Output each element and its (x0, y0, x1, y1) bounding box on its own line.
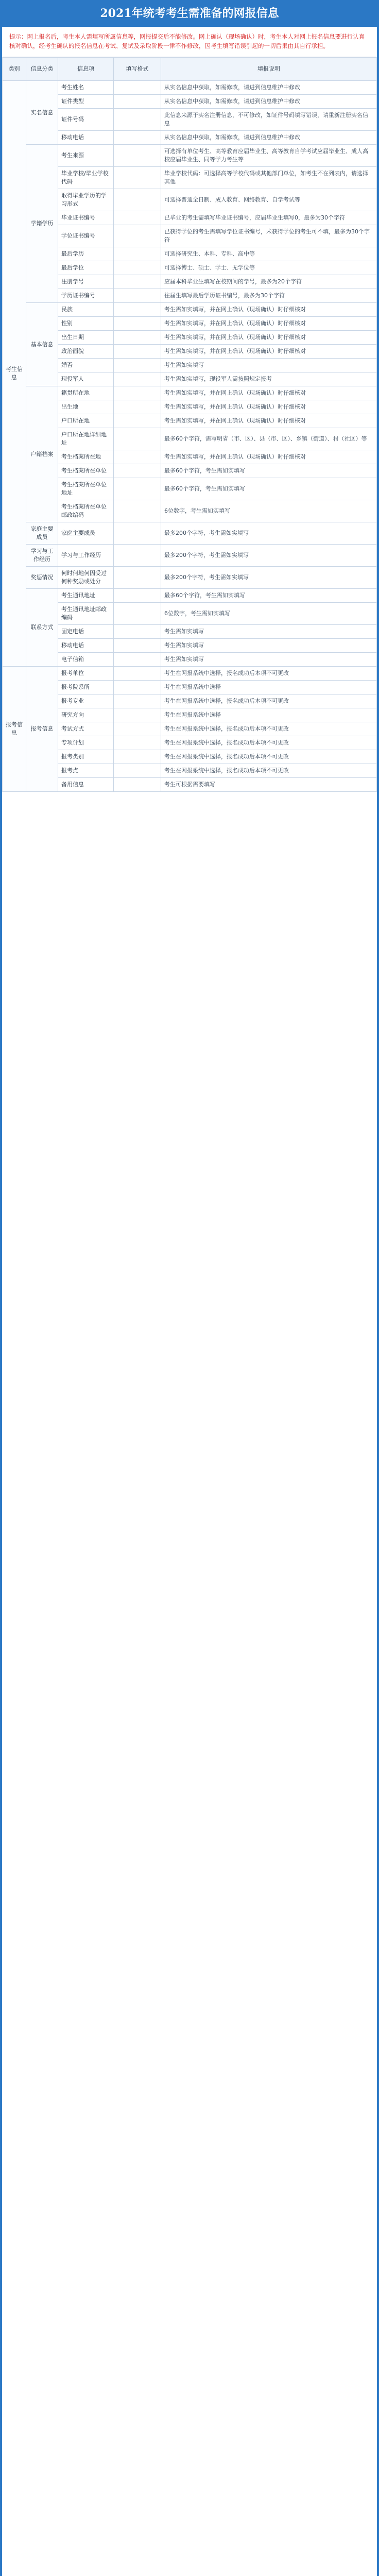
description-cell: 从实名信息中获取，如需修改，请进到信息维护中修改 (161, 81, 377, 95)
subcategory-cell: 学籍学历 (26, 145, 58, 303)
table-row (3, 500, 377, 522)
field-cell: 报考点 (58, 764, 114, 778)
field-cell: 性别 (58, 317, 114, 331)
table-row (3, 303, 377, 317)
description-cell: 考生需如实填写，并在网上确认（现场确认）时仔细核对 (161, 345, 377, 359)
description-cell: 考生需如实填写，并在网上确认（现场确认）时仔细核对 (161, 386, 377, 400)
subcategory-cell: 家庭主要成员 (26, 522, 58, 545)
table-row (3, 145, 377, 167)
field-cell: 籍贯所在地 (58, 386, 114, 400)
table-row (3, 681, 377, 694)
description-cell: 已获得学位的考生需填写学位证书编号，未获得学位的考生可不填，最多为30个字符 (161, 225, 377, 247)
description-cell: 考生在网报系统中选择，报名成功后本项不可更改 (161, 750, 377, 764)
field-cell: 考生姓名 (58, 81, 114, 95)
field-cell: 报考类别 (58, 750, 114, 764)
table-row (3, 211, 377, 225)
description-cell: 往届生填写最后学历证书编号，最多为30个字符 (161, 289, 377, 303)
format-cell (114, 189, 161, 211)
field-cell: 政治面貌 (58, 345, 114, 359)
format-cell (114, 639, 161, 653)
table-row (3, 694, 377, 708)
format-cell (114, 225, 161, 247)
table-header-row (3, 58, 377, 81)
field-cell: 现役军人 (58, 372, 114, 386)
format-cell (114, 667, 161, 681)
description-cell: 考生在网报系统中选择，报名成功后本项不可更改 (161, 722, 377, 736)
description-cell: 从实名信息中获取，如需修改，请进到信息维护中修改 (161, 95, 377, 109)
table-row (3, 189, 377, 211)
format-cell (114, 331, 161, 345)
description-cell: 已毕业的考生需填写毕业证书编号，应届毕业生填写0，最多为30个字符 (161, 211, 377, 225)
table-row (3, 331, 377, 345)
description-cell: 最多200个字符，考生需如实填写 (161, 545, 377, 567)
table-row (3, 736, 377, 750)
field-cell: 备用信息 (58, 778, 114, 792)
format-cell (114, 478, 161, 500)
table-row (3, 653, 377, 667)
field-cell: 考试方式 (58, 722, 114, 736)
field-cell: 证件类型 (58, 95, 114, 109)
field-cell: 考生档案所在单位邮政编码 (58, 500, 114, 522)
format-cell (114, 359, 161, 372)
field-cell: 报考院系所 (58, 681, 114, 694)
subcategory-cell: 联系方式 (26, 589, 58, 667)
description-cell: 可选择有单位考生、高等教育应届毕业生、高等教育自学考试应届毕业生、成人高校应届毕业生、同等学力考生等 (161, 145, 377, 167)
description-cell: 考生在网报系统中选择 (161, 681, 377, 694)
table-row (3, 450, 377, 464)
table-body (3, 81, 377, 792)
table-row (3, 386, 377, 400)
format-cell (114, 694, 161, 708)
format-cell (114, 567, 161, 589)
format-cell (114, 589, 161, 603)
description-cell: 考生需如实填写，现役军人需按照规定报考 (161, 372, 377, 386)
header-subcategory: 信息分类 (26, 58, 58, 81)
table-row (3, 545, 377, 567)
field-cell: 考生通讯地址邮政编码 (58, 603, 114, 625)
table-row (3, 722, 377, 736)
format-cell (114, 317, 161, 331)
description-cell: 6位数字，考生需如实填写 (161, 500, 377, 522)
field-cell: 何时何地何因受过何种奖励或处分 (58, 567, 114, 589)
table-row (3, 317, 377, 331)
field-cell: 最后学历 (58, 247, 114, 261)
format-cell (114, 764, 161, 778)
field-cell: 毕业学校/毕业学校代码 (58, 167, 114, 189)
table-row (3, 109, 377, 131)
table-row (3, 750, 377, 764)
table-row (3, 778, 377, 792)
subcategory-cell: 奖惩情况 (26, 567, 58, 589)
field-cell: 考生档案所在单位地址 (58, 478, 114, 500)
table-row (3, 708, 377, 722)
description-cell: 考生需如实填写，并在网上确认（现场确认）时仔细核对 (161, 414, 377, 428)
table-row (3, 359, 377, 372)
page-title: 2021年统考考生需准备的网报信息 (2, 0, 377, 27)
description-cell: 考生需如实填写，并在网上确认（现场确认）时仔细核对 (161, 331, 377, 345)
field-cell: 户口所在地 (58, 414, 114, 428)
description-cell: 考生需如实填写，并在网上确认（现场确认）时仔细核对 (161, 317, 377, 331)
field-cell: 学历证书编号 (58, 289, 114, 303)
format-cell (114, 81, 161, 95)
header-format: 填写格式 (114, 58, 161, 81)
table-row (3, 478, 377, 500)
table-row (3, 428, 377, 450)
description-cell: 应届本科毕业生填写在校期间的学号，最多为20个字符 (161, 275, 377, 289)
format-cell (114, 722, 161, 736)
table-row (3, 567, 377, 589)
description-cell: 最多60个字符，考生需如实填写 (161, 478, 377, 500)
format-cell (114, 261, 161, 275)
field-cell: 移动电话 (58, 131, 114, 145)
format-cell (114, 736, 161, 750)
field-cell: 学位证书编号 (58, 225, 114, 247)
format-cell (114, 778, 161, 792)
format-cell (114, 428, 161, 450)
field-cell: 报考单位 (58, 667, 114, 681)
format-cell (114, 289, 161, 303)
format-cell (114, 545, 161, 567)
table-row (3, 589, 377, 603)
table-row (3, 131, 377, 145)
format-cell (114, 167, 161, 189)
description-cell: 考生需如实填写，并在网上确认（现场确认）时仔细核对 (161, 303, 377, 317)
format-cell (114, 95, 161, 109)
description-cell: 毕业学校代码：可选择高等学校代码或其他部门单位，如考生不在列表内，请选择其他 (161, 167, 377, 189)
format-cell (114, 211, 161, 225)
description-cell: 考生在网报系统中选择，报名成功后本项不可更改 (161, 667, 377, 681)
subcategory-cell: 户籍档案 (26, 386, 58, 522)
header-field: 信息项 (58, 58, 114, 81)
field-cell: 注册学号 (58, 275, 114, 289)
description-cell: 考生需如实填写 (161, 653, 377, 667)
description-cell: 考生在网报系统中选择，报名成功后本项不可更改 (161, 736, 377, 750)
table-row (3, 261, 377, 275)
description-cell: 可选择普通全日制、成人教育、网络教育、自学考试等 (161, 189, 377, 211)
field-cell: 出生地 (58, 400, 114, 414)
field-cell: 学习与工作经历 (58, 545, 114, 567)
description-cell: 此信息来源于实名注册信息，不可修改，如证件号码填写错误，请重新注册实名信息 (161, 109, 377, 131)
description-cell: 最多60个字符，需写明省（市、区）、县（市、区）、乡镇（街道）、村（社区）等 (161, 428, 377, 450)
field-cell: 毕业证书编号 (58, 211, 114, 225)
format-cell (114, 603, 161, 625)
table-row (3, 764, 377, 778)
format-cell (114, 400, 161, 414)
format-cell (114, 386, 161, 400)
field-cell: 家庭主要成员 (58, 522, 114, 545)
field-cell: 婚否 (58, 359, 114, 372)
table-row (3, 464, 377, 478)
info-table (2, 57, 377, 792)
description-cell: 考生需如实填写，并在网上确认（现场确认）时仔细核对 (161, 450, 377, 464)
field-cell: 民族 (58, 303, 114, 317)
field-cell: 出生日期 (58, 331, 114, 345)
format-cell (114, 131, 161, 145)
format-cell (114, 145, 161, 167)
table-row (3, 625, 377, 639)
format-cell (114, 681, 161, 694)
description-cell: 考生可根据需要填写 (161, 778, 377, 792)
description-cell: 考生需如实填写 (161, 359, 377, 372)
table-row (3, 639, 377, 653)
table-row (3, 81, 377, 95)
format-cell (114, 109, 161, 131)
description-cell: 6位数字，考生需如实填写 (161, 603, 377, 625)
subcategory-cell: 学习与工作经历 (26, 545, 58, 567)
format-cell (114, 345, 161, 359)
format-cell (114, 625, 161, 639)
table-row (3, 400, 377, 414)
format-cell (114, 522, 161, 545)
field-cell: 考生档案所在单位 (58, 464, 114, 478)
format-cell (114, 450, 161, 464)
field-cell: 移动电话 (58, 639, 114, 653)
header-description: 填报说明 (161, 58, 377, 81)
description-cell: 可选择研究生、本科、专科、高中等 (161, 247, 377, 261)
description-cell: 最多60个字符，考生需如实填写 (161, 589, 377, 603)
description-cell: 可选择博士、硕士、学士、无学位等 (161, 261, 377, 275)
description-cell: 最多200个字符，考生需如实填写 (161, 522, 377, 545)
description-cell: 最多60个字符，考生需如实填写 (161, 464, 377, 478)
description-cell: 考生在网报系统中选择，报名成功后本项不可更改 (161, 764, 377, 778)
category-cell: 报考信息 (3, 667, 26, 792)
format-cell (114, 708, 161, 722)
description-cell: 考生在网报系统中选择 (161, 708, 377, 722)
description-cell: 考生需如实填写 (161, 639, 377, 653)
table-row (3, 247, 377, 261)
table-row (3, 95, 377, 109)
field-cell: 考生来源 (58, 145, 114, 167)
field-cell: 户口所在地详细地址 (58, 428, 114, 450)
table-row (3, 167, 377, 189)
header-category: 类别 (3, 58, 26, 81)
table-row (3, 225, 377, 247)
subcategory-cell: 实名信息 (26, 81, 58, 145)
field-cell: 最后学位 (58, 261, 114, 275)
format-cell (114, 275, 161, 289)
field-cell: 固定电话 (58, 625, 114, 639)
format-cell (114, 372, 161, 386)
field-cell: 考生档案所在地 (58, 450, 114, 464)
format-cell (114, 750, 161, 764)
notice-text: 提示：网上报名后，考生本人需填写所属信息等，网报提交后不能修改。网上确认（现场确认）时，考生本人对网上报名信息要进行认真核对确认，经考生确认的报名信息在考试、复试及录取阶段一律不作修改，因考生填写错误引起的一切后果由其自行承担。 (2, 27, 377, 57)
field-cell: 电子信箱 (58, 653, 114, 667)
format-cell (114, 414, 161, 428)
table-row (3, 667, 377, 681)
format-cell (114, 653, 161, 667)
format-cell (114, 500, 161, 522)
description-cell: 最多200个字符，考生需如实填写 (161, 567, 377, 589)
description-cell: 考生在网报系统中选择，报名成功后本项不可更改 (161, 694, 377, 708)
table-row (3, 603, 377, 625)
table-row (3, 345, 377, 359)
table-row (3, 275, 377, 289)
subcategory-cell: 报考信息 (26, 667, 58, 792)
description-cell: 考生需如实填写 (161, 625, 377, 639)
field-cell: 研究方向 (58, 708, 114, 722)
field-cell: 报考专业 (58, 694, 114, 708)
field-cell: 专项计划 (58, 736, 114, 750)
table-row (3, 522, 377, 545)
field-cell: 考生通讯地址 (58, 589, 114, 603)
description-cell: 考生需如实填写，并在网上确认（现场确认）时仔细核对 (161, 400, 377, 414)
category-cell: 考生信息 (3, 81, 26, 667)
format-cell (114, 303, 161, 317)
field-cell: 取得毕业学历的学习形式 (58, 189, 114, 211)
format-cell (114, 247, 161, 261)
subcategory-cell: 基本信息 (26, 303, 58, 386)
table-row (3, 414, 377, 428)
description-cell: 从实名信息中获取，如需修改，请进到信息维护中修改 (161, 131, 377, 145)
format-cell (114, 464, 161, 478)
field-cell: 证件号码 (58, 109, 114, 131)
table-row (3, 372, 377, 386)
table-row (3, 289, 377, 303)
